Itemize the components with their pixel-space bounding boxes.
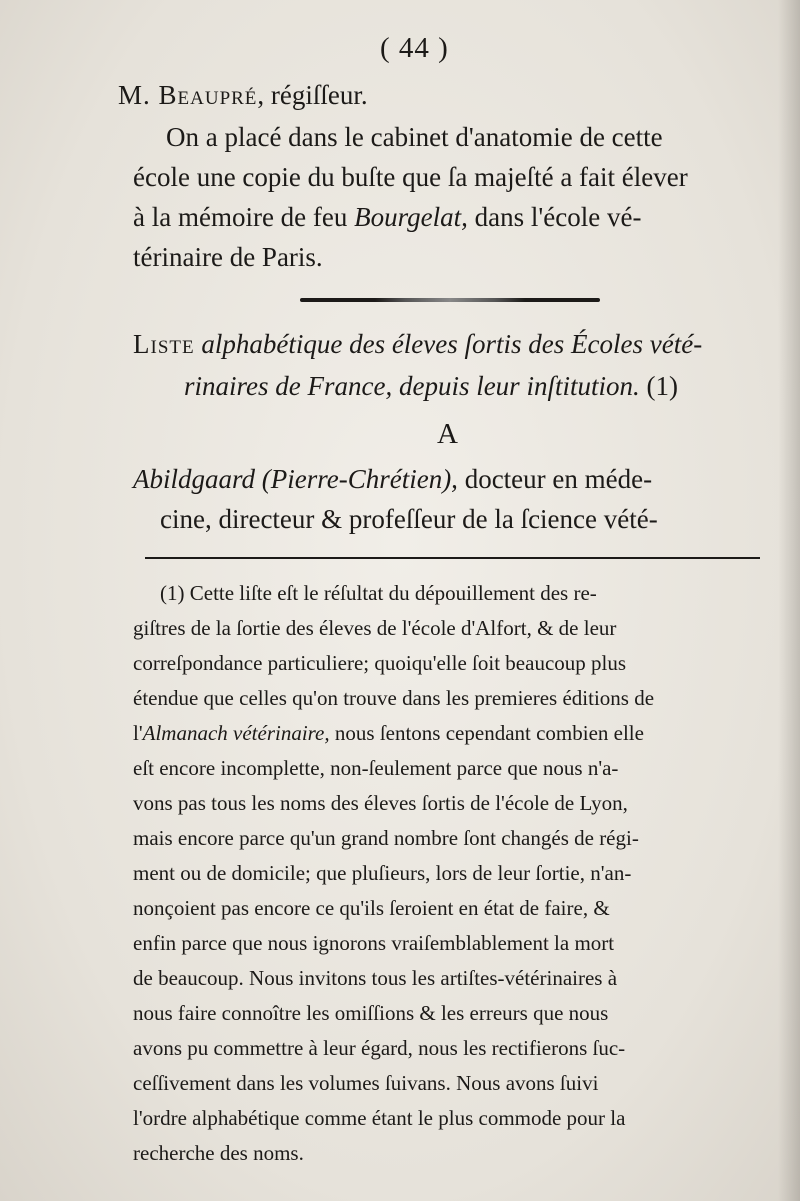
- person-role: , régiſſeur.: [257, 80, 368, 110]
- footnote-line-13: nous faire connoître les omiſſions & les erreurs que nous: [133, 1001, 609, 1025]
- footnote-line-16: l'ordre alphabétique comme étant le plus commode pour la: [133, 1106, 626, 1130]
- footnote-line-14: avons pu commettre à leur égard, nous les rectifierons ſuc-: [133, 1036, 626, 1060]
- entry-line-1: Abildgaard (Pierre-Chrétien), docteur en méde-: [133, 464, 653, 494]
- footnote-line-1: (1) Cette liſte eſt le réſultat du dépouillement des re-: [160, 581, 597, 605]
- footnote-line-11: enfin parce que nous ignorons vraiſemblablement la mort: [133, 931, 615, 955]
- footnote-line-5: l'Almanach vétérinaire, nous ſentons cependant combien elle: [133, 721, 644, 745]
- intro-line-3: école une copie du buſte que ſa majeſté a fait élever: [133, 162, 688, 192]
- footnote-line-10: nonçoient pas encore ce qu'ils ſeroient en état de faire, &: [133, 896, 610, 920]
- intro-line-1: [118, 82, 368, 109]
- section-letter: A: [437, 418, 458, 450]
- footnote-line-15: ceſſivement dans les volumes ſuivans. Nous avons ſuivi: [133, 1071, 599, 1095]
- page-shadow-edge: [778, 0, 800, 1201]
- intro-line-4: à la mémoire de feu Bourgelat, dans l'école vé-: [133, 202, 642, 232]
- footnote-line-4: étendue que celles qu'on trouve dans les premieres éditions de: [133, 686, 655, 710]
- footnote-line-3: correſpondance particuliere; quoiqu'elle ſoit beaucoup plus: [133, 651, 627, 675]
- entry-line-2: cine, directeur & profeſſeur de la ſcience vété-: [160, 504, 658, 534]
- heading-line-1: Liste alphabétique des éleves ſortis des Écoles vété-: [133, 329, 703, 359]
- entry-name: Abildgaard (Pierre-Chrétien),: [133, 464, 458, 494]
- footnote-line-8: mais encore parce qu'un grand nombre ſont changés de régi-: [133, 826, 639, 850]
- heading-lead: Liste: [133, 329, 195, 359]
- footnote-line-6: eſt encore incomplette, non-ſeulement parce que nous n'a-: [133, 756, 619, 780]
- intro-line-5: térinaire de Paris.: [133, 242, 323, 272]
- page-number: ( 44 ): [380, 32, 449, 64]
- bourgelat-name: Bourgelat,: [354, 202, 468, 232]
- footnote-ref: (1): [646, 371, 678, 401]
- intro-line-2: On a placé dans le cabinet d'anatomie de cette: [166, 122, 663, 152]
- footnote-line-2: giſtres de la ſortie des éleves de l'école d'Alfort, & de leur: [133, 616, 617, 640]
- footnote-line-17: recherche des noms.: [133, 1141, 304, 1165]
- footnote-line-12: de beaucoup. Nous invitons tous les artiſtes-vétérinaires à: [133, 966, 618, 990]
- footnote-rule: [145, 557, 760, 559]
- footnote-line-7: vons pas tous les noms des éleves ſortis de l'école de Lyon,: [133, 791, 628, 815]
- footnote-line-9: ment ou de domicile; que pluſieurs, lors de leur ſortie, n'an-: [133, 861, 632, 885]
- ornamental-rule: [300, 298, 600, 302]
- almanach-title: Almanach vétérinaire,: [142, 721, 330, 745]
- person-name: M. Beaupré: [118, 80, 258, 110]
- heading-line-2: rinaires de France, depuis leur inſtitution. (1): [184, 371, 678, 401]
